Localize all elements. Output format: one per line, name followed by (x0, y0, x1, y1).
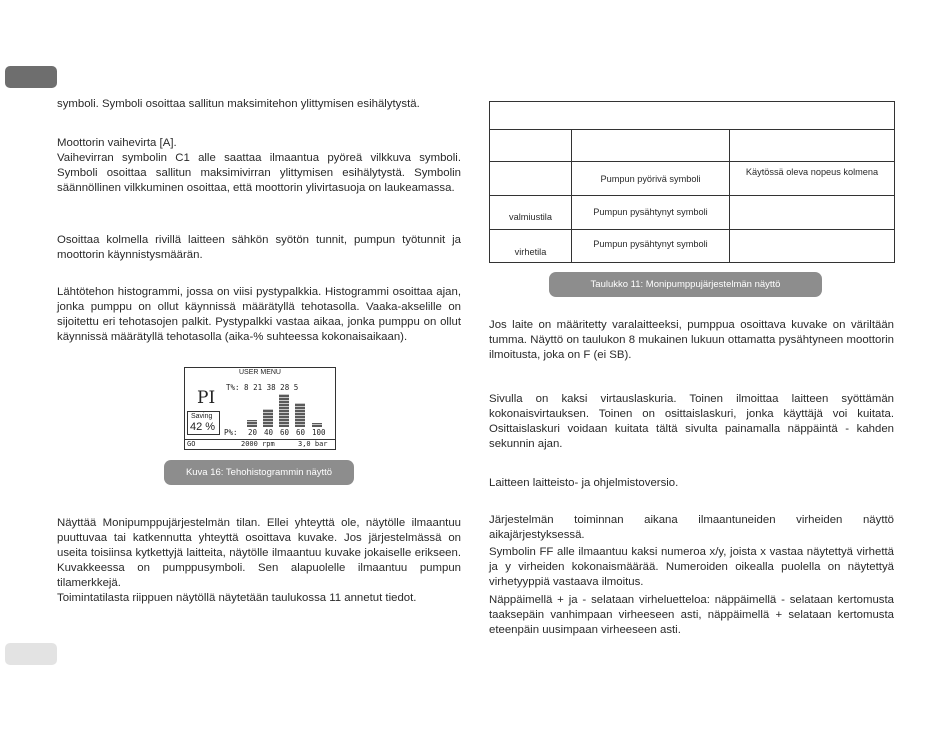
lcd-saving-box (187, 411, 220, 435)
histogram-bar (295, 403, 305, 427)
paragraph: Laitteen laitteisto- ja ohjelmistoversio. (489, 477, 679, 489)
table-row-divider (490, 129, 894, 130)
lcd-p-value: 20 (248, 428, 258, 437)
lcd-rpm-value: 2000 rpm (241, 440, 275, 448)
table-cell: virhetila (514, 247, 547, 257)
table-row-divider (490, 161, 894, 162)
paragraph: Osoittaa kolmella rivillä laitteen sähkön syötön tunnit, pumpun työtunnit ja moottorin käynnistysmäärän. (57, 234, 461, 261)
table-cell: Käytössä oleva nopeus kolmena (745, 167, 879, 177)
histogram-bar (263, 409, 273, 427)
paragraph-heading: Moottorin vaihevirta [A]. (57, 137, 177, 149)
lcd-pressure-value: 3,0 bar (298, 440, 328, 448)
table-cell: Pumpun pysähtynyt symboli (593, 239, 708, 249)
lcd-saving-value: 42 % (190, 421, 216, 433)
lcd-p-value: 60 (280, 428, 290, 437)
paragraph: Vaihevirran symbolin C1 alle saattaa ilmaantua pyöreä vilkkuva symboli. Symboli osoittaa sallitun maksimivirran ylittymisen esihälytystä. Symbolin säännöllinen vilkkuminen osoittaa, että moottorin ylivirtasuoja on laukeamassa. (57, 152, 461, 194)
lcd-time-percent-row: T%: 8 21 38 28 5 (226, 383, 299, 392)
table-col-divider (571, 129, 572, 162)
paragraph: Jos laite on määritetty varalaitteeksi, pumppua osoittava kuvake on väriltään tumma. Näyttö on taulukon 8 mukainen lukuun ottamatta pysähtyneen moottorin ilmoitusta, joka on F (ei SB). (489, 319, 894, 361)
section-tab-bottom (5, 643, 57, 665)
multipump-table (489, 101, 895, 263)
lcd-p-value: 60 (296, 428, 306, 437)
lcd-pi-label: PI (197, 388, 216, 408)
table-col-divider (571, 195, 572, 262)
lcd-histogram-display (184, 367, 336, 450)
table-row-divider (490, 195, 894, 196)
paragraph: Sivulla on kaksi virtauslaskuria. Toinen ilmoittaa laitteen syöttämän kokonaisvirtauksen. Toinen on osittaislaskuri, jonka käyttäjä voi kuitata. Osittaislaskuri voidaan kuitata tältä sivulta painamalla näppäintä - kahden sekunnin ajan. (489, 393, 894, 450)
table-cell: Pumpun pysähtynyt symboli (593, 207, 708, 217)
figure-caption: Kuva 16: Tehohistogrammin näyttö (164, 460, 354, 485)
paragraph: Toimintatilasta riippuen näytöllä näytetään taulukossa 11 annetut tiedot. (57, 592, 417, 604)
lcd-p-value: 100 (312, 428, 326, 437)
lcd-p-value: 40 (264, 428, 274, 437)
lcd-p-label: P%: (224, 428, 238, 437)
table-cell: Pumpun pyörivä symboli (600, 174, 701, 184)
table-cell: valmiustila (509, 212, 552, 222)
paragraph: Symbolin FF alle ilmaantuu kaksi numeroa x/y, joista x vastaa näytettyä virhettä ja y virheiden kokonaismäärää. Numeroiden oikealla puolella on näytettyä virhetyyppiä vastaava ilmoitus. (489, 546, 894, 588)
histogram-bar (312, 423, 322, 427)
lcd-header: USER MENU (238, 369, 281, 376)
paragraph: Lähtötehon histogrammi, jossa on viisi pystypalkkia. Histogrammi osoittaa ajan, jonka pumppu on ollut käynnissä määrätyllä tehotasolla. Vaaka-akselille on sijoitettu eri tehotasojen palkit. Pystypalkki vastaa aikaa, jonka pumppu on ollut käynnissä määrätyllä tehotasolla (aika-% suhteessa kokonaisaikaan). (57, 286, 461, 343)
paragraph: Näppäimellä + ja - selataan virheluetteloa: näppäimellä - selataan kertomusta taaksepäin vanhimpaan virheeseen asti, näppäimellä + selataan kertomusta eteenpäin uusimpaan virheeseen asti. (489, 594, 894, 636)
table-caption: Taulukko 11: Monipumppujärjestelmän näyttö (549, 272, 822, 297)
lcd-saving-label: Saving (191, 413, 213, 420)
paragraph: symboli. Symboli osoittaa sallitun maksimitehon ylittymisen esihälytystä. (57, 98, 420, 110)
paragraph: Näyttää Monipumppujärjestelmän tilan. Ellei yhteyttä ole, näytölle ilmaantuu puuttuvaa tai katkennutta yhteyttä osoittava kuvake. Jos järjestelmässä on useita toisiinsa kytkettyjä laitteita, näytölle ilmaantuu kuvake jokaiselle erikseen. Kuvakkeessa on pumppusymboli. Sen alapuolelle ilmaantuu pumpun tilamerkkejä. (57, 517, 461, 589)
table-col-divider (729, 129, 730, 262)
histogram-bar (247, 420, 257, 427)
histogram-bar (279, 394, 289, 427)
paragraph: Järjestelmän toiminnan aikana ilmaantuneiden virheiden näyttö aikajärjestyksessä. (489, 514, 894, 541)
table-row-divider (490, 229, 894, 230)
lcd-go-label: GO (187, 440, 196, 448)
section-tab-top (5, 66, 57, 88)
